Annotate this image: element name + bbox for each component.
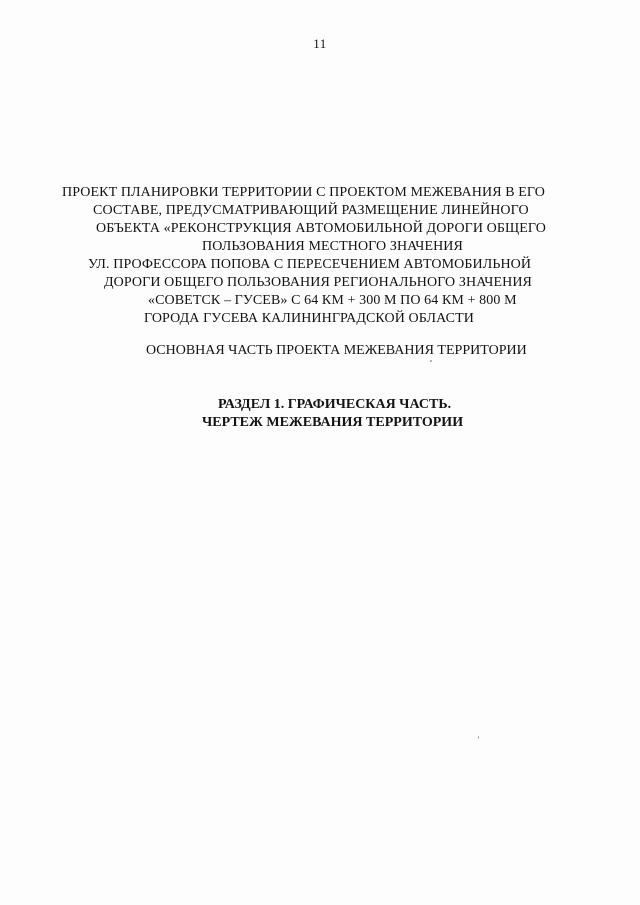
scan-speck: [478, 736, 479, 739]
title-line-4: ПОЛЬЗОВАНИЯ МЕСТНОГО ЗНАЧЕНИЯ: [202, 239, 463, 254]
title-line-3: ОБЪЕКТА «РЕКОНСТРУКЦИЯ АВТОМОБИЛЬНОЙ ДОРОГИ ОБЩЕГО: [96, 221, 546, 236]
title-line-7: «СОВЕТСК – ГУСЕВ» С 64 КМ + 300 М ПО 64 КМ + 800 М: [148, 293, 517, 308]
document-subtitle: ОСНОВНАЯ ЧАСТЬ ПРОЕКТА МЕЖЕВАНИЯ ТЕРРИТОРИИ: [146, 343, 527, 358]
title-line-1: ПРОЕКТ ПЛАНИРОВКИ ТЕРРИТОРИИ С ПРОЕКТОМ МЕЖЕВАНИЯ В ЕГО: [62, 185, 545, 200]
scan-speck: [430, 360, 432, 362]
title-line-8: ГОРОДА ГУСЕВА КАЛИНИНГРАДСКОЙ ОБЛАСТИ: [144, 311, 474, 326]
section-heading-line-2: ЧЕРТЕЖ МЕЖЕВАНИЯ ТЕРРИТОРИИ: [202, 415, 464, 430]
page-number: 11: [313, 36, 327, 51]
title-line-6: ДОРОГИ ОБЩЕГО ПОЛЬЗОВАНИЯ РЕГИОНАЛЬНОГО ЗНАЧЕНИЯ: [104, 275, 532, 290]
title-line-2: СОСТАВЕ, ПРЕДУСМАТРИВАЮЩИЙ РАЗМЕЩЕНИЕ ЛИНЕЙНОГО: [93, 203, 529, 218]
title-line-5: УЛ. ПРОФЕССОРА ПОПОВА С ПЕРЕСЕЧЕНИЕМ АВТОМОБИЛЬНОЙ: [88, 257, 532, 272]
section-heading-line-1: РАЗДЕЛ 1. ГРАФИЧЕСКАЯ ЧАСТЬ.: [218, 397, 452, 412]
